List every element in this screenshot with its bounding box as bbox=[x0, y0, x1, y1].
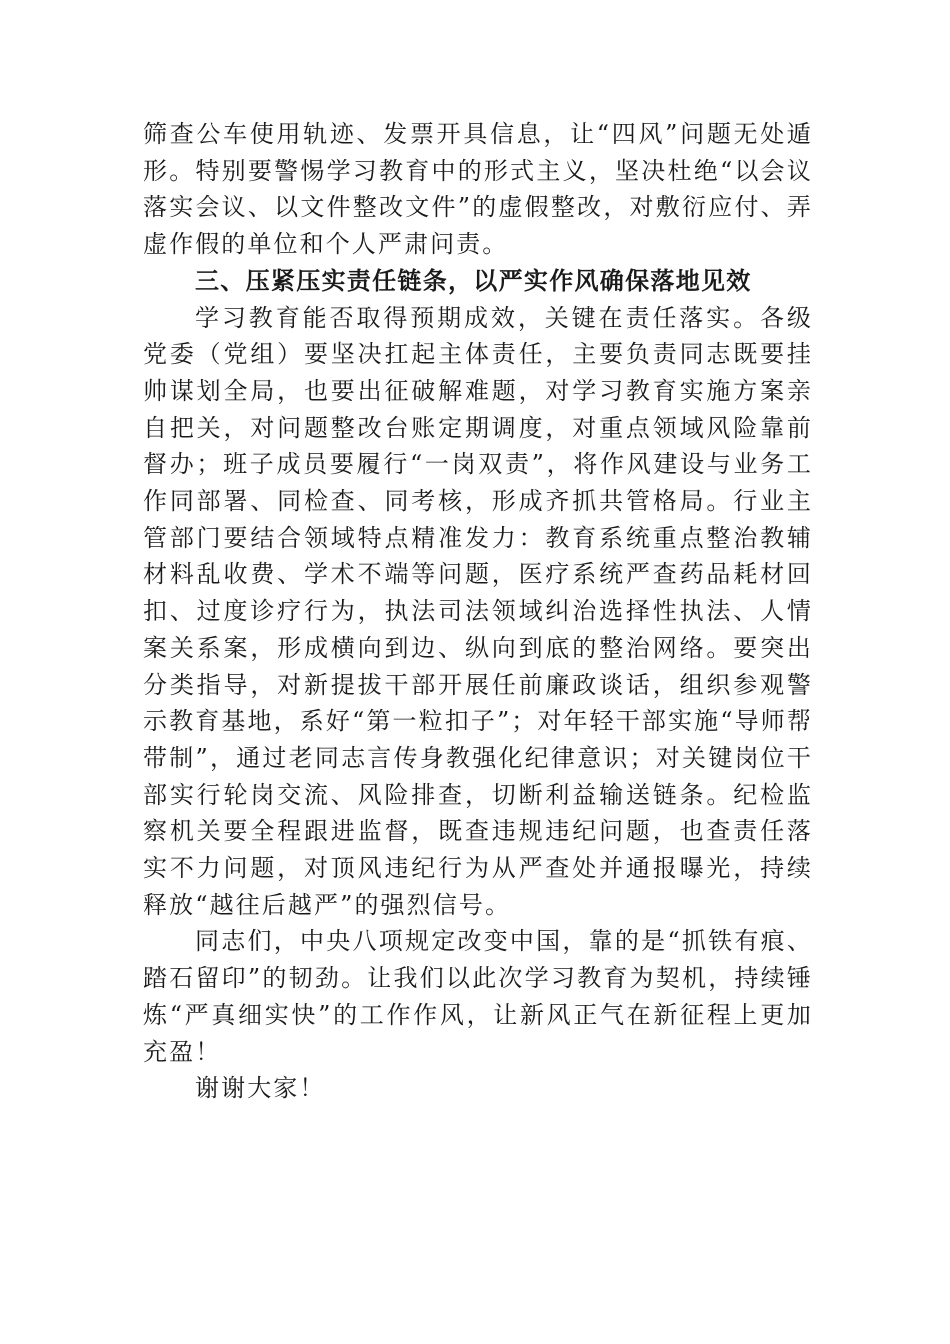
paragraph-responsibility: 学习教育能否取得预期成效，关键在责任落实。各级党委（党组）要坚决扛起主体责任，主要负责同志既要挂帅谋划全局，也要出征破解难题，对学习教育实施方案亲自把关，对问题整改台账定期调度，对重点领域风险靠前督办；班子成员要履行“一岗双责”，将作风建设与业务工作同部署、同检查、同考核，形成齐抓共管格局。行业主管部门要结合领域特点精准发力：教育系统重点整治教辅材料乱收费、学术不端等问题，医疗系统严查药品耗材回扣、过度诊疗行为，执法司法领域纠治选择性执法、人情案关系案，形成横向到边、纵向到底的整治网络。要突出分类指导，对新提拔干部开展任前廉政谈话，组织参观警示教育基地，系好“第一粒扣子”；对年轻干部实施“导师帮带制”，通过老同志言传身教强化纪律意识；对关键岗位干部实行轮岗交流、风险排查，切断利益输送链条。纪检监察机关要全程跟进监督，既查违规违纪问题，也查责任落实不力问题，对顶风违纪行为从严查处并通报曝光，持续释放“越往后越严”的强烈信号。 bbox=[143, 303, 813, 919]
document-body bbox=[143, 116, 813, 1107]
paragraph-closing: 同志们，中央八项规定改变中国，靠的是“抓铁有痕、踏石留印”的韧劲。让我们以此次学习教育为契机，持续锤炼“严真细实快”的工作作风，让新风正气在新征程上更加充盈！ bbox=[143, 927, 813, 1066]
paragraph-continuation: 筛查公车使用轨迹、发票开具信息，让“四风”问题无处遁形。特别要警惕学习教育中的形式主义，坚决杜绝“以会议落实会议、以文件整改文件”的虚假整改，对敷衍应付、弄虚作假的单位和个人严肃问责。 bbox=[143, 120, 813, 259]
section-heading: 三、压紧压实责任链条，以严实作风确保落地见效 bbox=[195, 266, 752, 295]
paragraph-thanks: 谢谢大家！ bbox=[195, 1074, 326, 1103]
